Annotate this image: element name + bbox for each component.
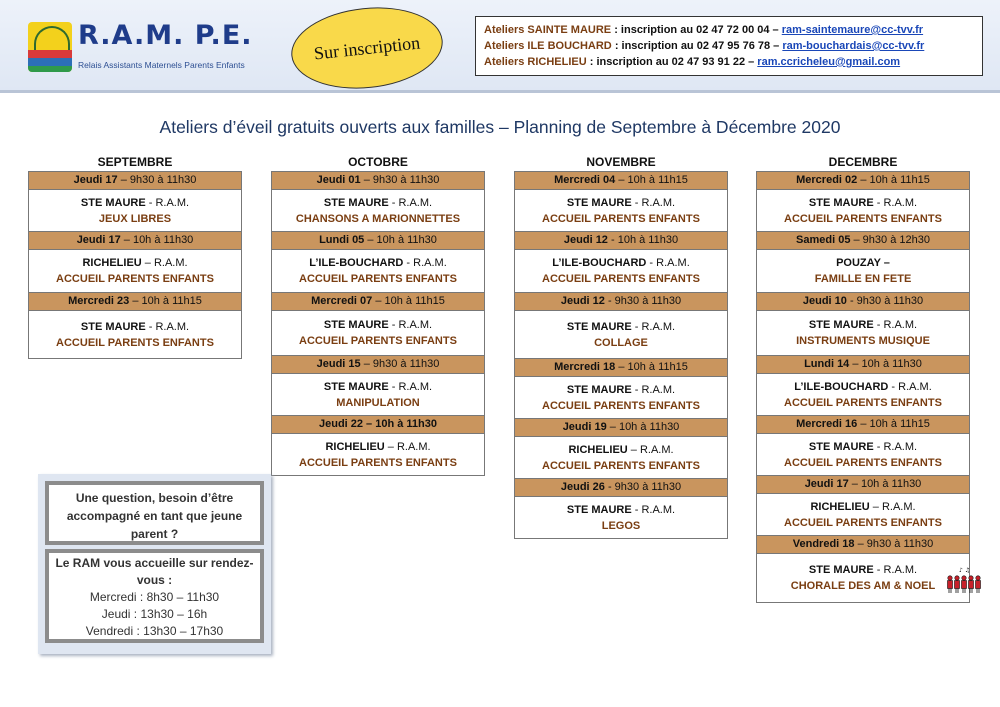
logo-subtitle: Relais Assistants Maternels Parents Enfants xyxy=(78,60,245,70)
info-question: Une question, besoin d’être accompagné en tant que jeune parent ? xyxy=(66,491,243,541)
hours-line: Vendredi : 13h30 – 17h30 xyxy=(85,624,224,638)
hours-line: Jeudi : 13h30 – 16h xyxy=(101,607,208,621)
contact-line xyxy=(484,54,974,70)
session-details: STE MAURE - R.A.M. COLLAGE xyxy=(515,310,727,358)
session-activity: ACCUEIL PARENTS ENFANTS xyxy=(299,456,457,469)
contact-name: Ateliers RICHELIEU xyxy=(484,56,587,68)
session-date: Mercredi 23 – 10h à 11h15 xyxy=(29,292,241,310)
session-date: Jeudi 12 - 9h30 à 11h30 xyxy=(515,292,727,310)
session-date: Jeudi 26 - 9h30 à 11h30 xyxy=(515,478,727,496)
session-details: STE MAURE - R.A.M. CHORALE DES AM & NOEL xyxy=(757,553,969,602)
session-activity: MANIPULATION xyxy=(336,396,420,409)
session-activity: ACCUEIL PARENTS ENFANTS xyxy=(784,396,942,409)
page-title: Ateliers d’éveil gratuits ouverts aux familles – Planning de Septembre à Décembre 2020 xyxy=(159,117,841,137)
session-details: STE MAURE - R.A.M. INSTRUMENTS MUSIQUE xyxy=(757,310,969,355)
session-details: RICHELIEU – R.A.M. ACCUEIL PARENTS ENFANTS xyxy=(515,436,727,478)
session-date: Jeudi 15 – 9h30 à 11h30 xyxy=(272,355,484,373)
month-heading: SEPTEMBRE xyxy=(97,155,173,169)
session-date: Mercredi 18 – 10h à 11h15 xyxy=(515,358,727,376)
schedule-table xyxy=(28,171,242,359)
month-heading: OCTOBRE xyxy=(348,155,408,169)
session-activity: CHANSONS A MARIONNETTES xyxy=(295,212,461,225)
session-details: L’ILE-BOUCHARD - R.A.M. ACCUEIL PARENTS ENFANTS xyxy=(272,249,484,292)
session-details: STE MAURE - R.A.M. JEUX LIBRES xyxy=(29,189,241,231)
session-activity: COLLAGE xyxy=(594,336,648,349)
month-heading: NOVEMBRE xyxy=(586,155,656,169)
session-activity: ACCUEIL PARENTS ENFANTS xyxy=(56,273,214,285)
session-details: STE MAURE - R.A.M. MANIPULATION xyxy=(272,373,484,415)
header-band xyxy=(0,0,1000,93)
session-date: Vendredi 18 – 9h30 à 11h30 xyxy=(757,535,969,553)
session-date: Jeudi 22 – 10h à 11h30 xyxy=(272,415,484,433)
session-date: Jeudi 19 – 10h à 11h30 xyxy=(515,418,727,436)
session-date: Mercredi 02 – 10h à 11h15 xyxy=(757,171,969,189)
contact-name: Ateliers SAINTE MAURE xyxy=(484,24,612,36)
session-details: STE MAURE - R.A.M. ACCUEIL PARENTS ENFANTS xyxy=(515,376,727,418)
contact-email-link[interactable]: ram-saintemaure@cc-tvv.fr xyxy=(781,24,924,36)
session-details: STE MAURE - R.A.M. ACCUEIL PARENTS ENFANTS xyxy=(272,310,484,355)
session-details: STE MAURE - R.A.M. LEGOS xyxy=(515,496,727,538)
registration-badge xyxy=(287,0,447,95)
session-details: STE MAURE - R.A.M. CHANSONS A MARIONNETTES xyxy=(272,189,484,231)
session-activity: ACCUEIL PARENTS ENFANTS xyxy=(56,336,214,349)
schedule-table xyxy=(271,171,485,476)
session-date: Lundi 14 – 10h à 11h30 xyxy=(757,355,969,373)
session-activity: JEUX LIBRES xyxy=(98,212,172,225)
session-date: Jeudi 01 – 9h30 à 11h30 xyxy=(272,171,484,189)
session-details: STE MAURE - R.A.M. ACCUEIL PARENTS ENFANTS xyxy=(29,310,241,358)
session-activity: ACCUEIL PARENTS ENFANTS xyxy=(299,273,457,285)
month-column-decembre xyxy=(756,153,970,603)
session-date: Mercredi 16 – 10h à 11h15 xyxy=(757,415,969,433)
session-date: Mercredi 07 – 10h à 11h15 xyxy=(272,292,484,310)
contact-name: Ateliers ILE BOUCHARD xyxy=(484,40,612,52)
session-date: Lundi 05 – 10h à 11h30 xyxy=(272,231,484,249)
session-date: Jeudi 10 - 9h30 à 11h30 xyxy=(757,292,969,310)
session-date: Mercredi 04 – 10h à 11h15 xyxy=(515,171,727,189)
month-column-septembre xyxy=(28,153,242,359)
contact-phone: : inscription au 02 47 93 91 22 – xyxy=(589,56,755,68)
contact-phone: : inscription au 02 47 95 76 78 – xyxy=(614,40,780,52)
session-date: Samedi 05 – 9h30 à 12h30 xyxy=(757,231,969,249)
session-activity: CHORALE DES AM & NOEL xyxy=(790,580,936,592)
session-details: RICHELIEU – R.A.M. ACCUEIL PARENTS ENFANTS xyxy=(272,433,484,475)
session-date: Jeudi 17 – 9h30 à 11h30 xyxy=(29,171,241,189)
contact-phone: : inscription au 02 47 72 00 04 – xyxy=(614,24,779,36)
contact-box xyxy=(475,16,983,76)
session-details: POUZAY – FAMILLE EN FETE xyxy=(757,249,969,292)
info-hours-box xyxy=(45,549,264,643)
session-activity: ACCUEIL PARENTS ENFANTS xyxy=(784,456,942,469)
contact-email-link[interactable]: ram-bouchardais@cc-tvv.fr xyxy=(782,40,925,52)
session-activity: ACCUEIL PARENTS ENFANTS xyxy=(542,459,700,472)
session-date: Jeudi 17 – 10h à 11h30 xyxy=(757,475,969,493)
session-activity: INSTRUMENTS MUSIQUE xyxy=(796,335,930,347)
session-date: Jeudi 12 - 10h à 11h30 xyxy=(515,231,727,249)
session-details: STE MAURE - R.A.M. ACCUEIL PARENTS ENFANTS xyxy=(515,189,727,231)
choir-singers-icon xyxy=(946,566,982,594)
session-details: L’ILE-BOUCHARD - R.A.M. ACCUEIL PARENTS ENFANTS xyxy=(757,373,969,415)
svg-text:♪ ♫: ♪ ♫ xyxy=(959,567,971,574)
schedule-table xyxy=(756,171,970,603)
hours-line: Mercredi : 8h30 – 11h30 xyxy=(89,590,220,604)
month-column-octobre xyxy=(271,153,485,476)
session-details: STE MAURE - R.A.M. ACCUEIL PARENTS ENFANTS xyxy=(757,433,969,475)
session-details: STE MAURE - R.A.M. ACCUEIL PARENTS ENFANTS xyxy=(757,189,969,231)
session-activity: ACCUEIL PARENTS ENFANTS xyxy=(542,399,700,412)
info-hours-lead: Le RAM vous accueille sur rendez-vous : xyxy=(55,556,254,587)
session-activity: ACCUEIL PARENTS ENFANTS xyxy=(542,273,700,285)
info-question-box xyxy=(45,481,264,545)
logo-title: R.A.M. P.E. xyxy=(78,20,253,51)
month-column-novembre xyxy=(514,153,728,539)
session-activity: LEGOS xyxy=(601,519,641,532)
month-heading: DECEMBRE xyxy=(828,155,898,169)
session-date: Jeudi 17 – 10h à 11h30 xyxy=(29,231,241,249)
schedule-table xyxy=(514,171,728,539)
contact-email-link[interactable]: ram.ccricheleu@gmail.com xyxy=(757,56,901,68)
logo-emblem-icon xyxy=(28,22,72,72)
badge-text: Sur inscription xyxy=(312,31,421,64)
session-details: L’ILE-BOUCHARD - R.A.M. ACCUEIL PARENTS ENFANTS xyxy=(515,249,727,292)
session-details: RICHELIEU – R.A.M. ACCUEIL PARENTS ENFANTS xyxy=(757,493,969,535)
session-activity: FAMILLE EN FETE xyxy=(814,273,912,285)
session-activity: ACCUEIL PARENTS ENFANTS xyxy=(299,335,457,347)
info-panel xyxy=(38,474,271,654)
session-activity: ACCUEIL PARENTS ENFANTS xyxy=(542,212,700,225)
session-activity: ACCUEIL PARENTS ENFANTS xyxy=(784,212,942,225)
contact-line xyxy=(484,38,974,54)
session-activity: ACCUEIL PARENTS ENFANTS xyxy=(784,516,942,529)
contact-line xyxy=(484,22,974,38)
session-details: RICHELIEU – R.A.M. ACCUEIL PARENTS ENFANTS xyxy=(29,249,241,292)
